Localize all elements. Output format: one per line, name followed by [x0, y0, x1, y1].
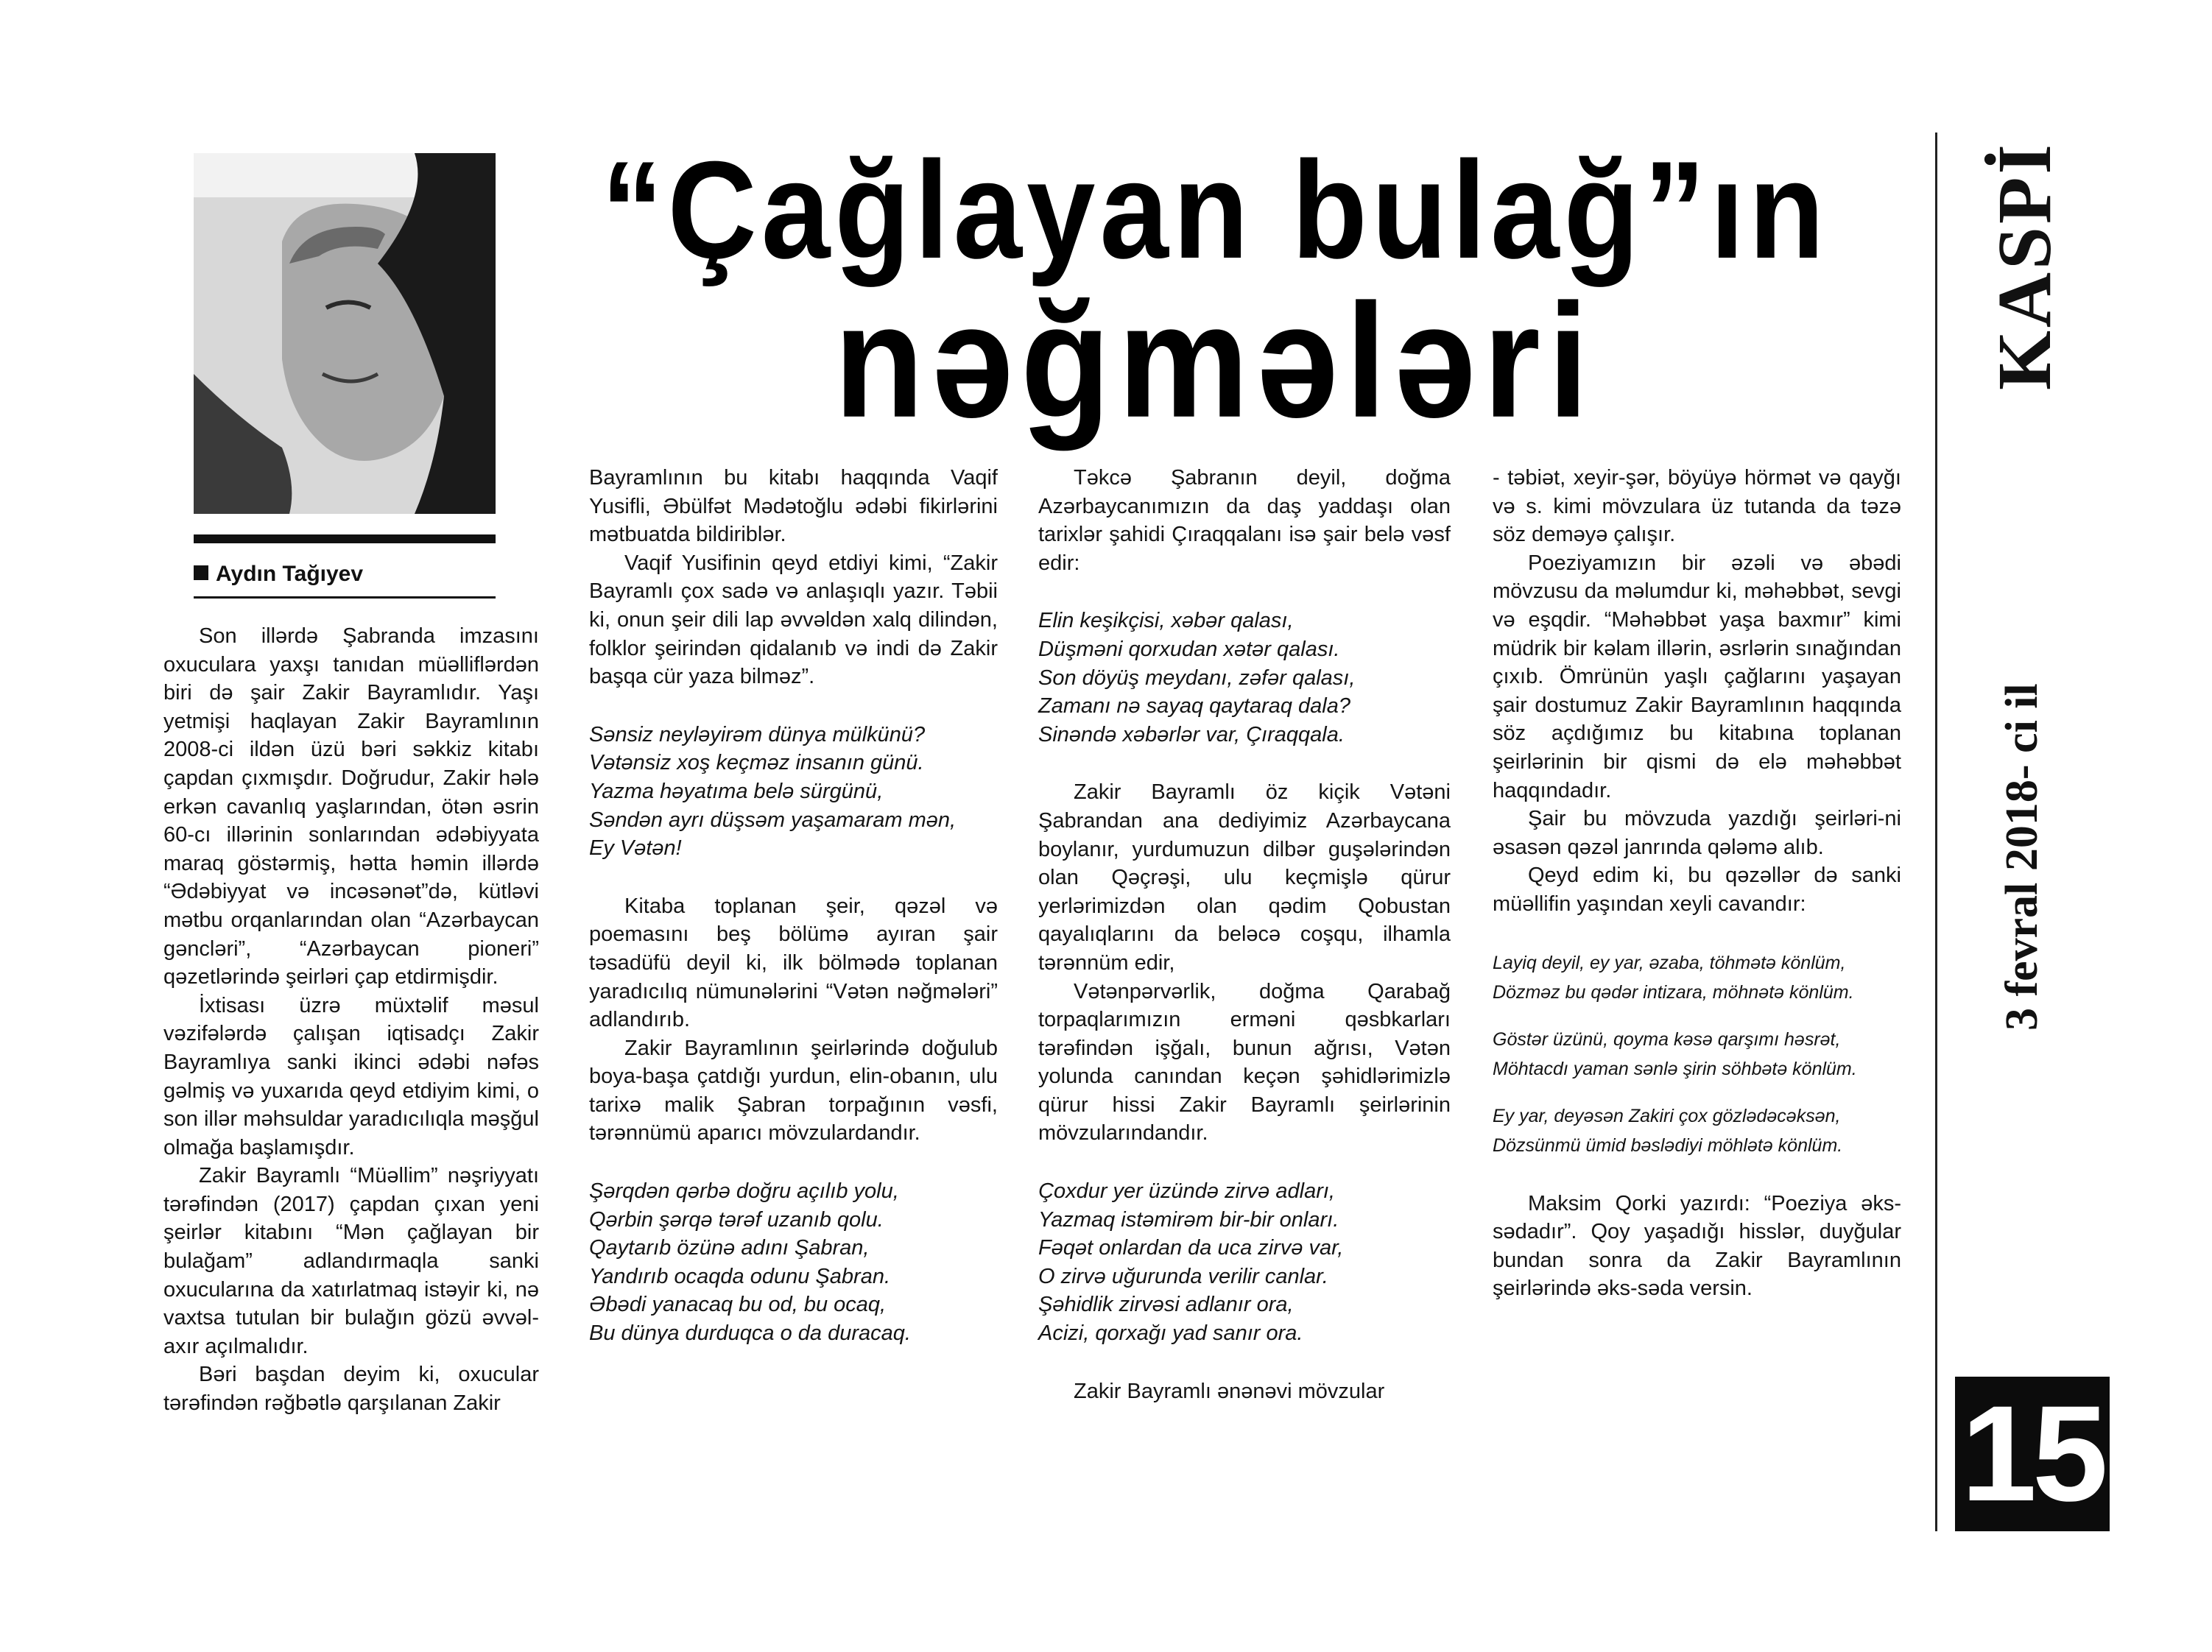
paragraph: Bəri başdan deyim ki, oxucular tərəfindən rəğbətlə qarşılanan Zakir: [163, 1363, 539, 1416]
poem-line: Ey Vətən!: [589, 836, 682, 861]
paragraph: Maksim Qorki yazırdı: “Poeziya əks-sədadır”. Qoy yaşadığı hisslər, duyğular bundan sonra da Zakir Bayramlının şeirlərində əks-səda versin.: [1493, 1191, 1901, 1301]
column-1: [163, 622, 539, 1418]
poem-stanza: [589, 1177, 998, 1348]
paragraph: Poeziyamızın bir əzəli və əbədi mövzusu da məlumdur ki, məhəbbət, sevgi və eşqdir. “Məhəbbət yaşa baxmır” kimi müdrik bir kəlam illərin, əsrlərin sınağından çıxıb. Ömrünün yaşlı çağlarını yaşayan şair dostumuz Zakir Bayramlının haqqında söz açdığımız bu kitabına toplanan şeirlərinin bir qismi də elə məhəbbət haqqındadır.: [1493, 551, 1901, 802]
poem-line: Yazmaq istəmirəm bir-bir onları.: [1038, 1207, 1339, 1232]
poem-line: Yandırıb ocaqda odunu Şabran.: [589, 1264, 891, 1288]
poem-line: Son döyüş meydanı, zəfər qalası,: [1038, 666, 1356, 690]
paragraph: Vaqif Yusifinin qeyd etdiyi kimi, “Zakir Bayramlı çox sadə və anlaşıqlı yazır. Təbii ki, onun şeir dili lap əvvəldən xalq dilindən, folklor şeirindən qidalanıb və indi də Zakir başqa cür yaza bilməz”.: [589, 551, 998, 689]
poem-line: Şərqdən qərbə doğru açılıb yolu,: [589, 1179, 899, 1204]
poem-line: Düşməni qorxudan xətər qalası.: [1038, 637, 1340, 661]
paragraph: Son illərdə Şabranda imzasını oxuculara yaxşı tanıdan müəlliflərdən biri də şair Zakir Bayramlıdır. Yaşı yetmişi haqlayan Zakir Bayramlının 2008-ci ildən üzü bəri səkkiz kitabı çapdan çıxmışdır. Doğrudur, Zakir hələ erkən cavanlıq yaşlarından, ötən əsrin 60-cı illərinin sonlarından ədəbiyyata maraq göstərmiş, hətta həmin illərdə “Ədəbiyyat və incəsənət”də, kütləvi mətbu orqanlarından olan “Azərbaycan gəncləri”, “Azərbaycan pioneri” qəzetlərində şeirləri çap etdirmişdir.: [163, 624, 539, 989]
headline-line-1: “Çağlayan bulağ”ın: [601, 132, 1829, 288]
poem-line: Şəhidlik zirvəsi adlanır ora,: [1038, 1293, 1294, 1317]
poem-line: Sənsiz neyləyirəm dünya mülkünü?: [589, 722, 926, 746]
newspaper-masthead: KASPİ: [1982, 141, 2067, 390]
poem-line: Qaytarıb özünə adını Şabran,: [589, 1236, 870, 1260]
poem-line: Yazma həyatıma belə sürgünü,: [589, 779, 884, 803]
author-name: Aydın Tağıyev: [216, 562, 364, 586]
bullet-square-icon: [194, 565, 208, 580]
poem-line: Dözsünmü ümid bəslədiyi möhlətə könlüm.: [1493, 1134, 1843, 1156]
poem-line: Çoxdur yer üzündə zirvə adları,: [1038, 1179, 1335, 1204]
poem-line: Fəqət onlardan da uca zirvə var,: [1038, 1236, 1344, 1260]
paragraph: Zakir Bayramlı “Müəllim” nəşriyyatı tərəfindən (2017) çapdan çıxan yeni şeirlər kitabını “Mən çağlayan bir bulağam” adlandırmaqla sanki oxucularına da xatırlatmaq istəyir ki, nə vaxtsa tutulan bir bulağın gözü əvvəl-axır açılmalıdır.: [163, 1164, 539, 1358]
author-photo: [194, 153, 496, 514]
poem-line: O zirvə uğurunda verilir canlar.: [1038, 1264, 1328, 1288]
column-3: [1038, 464, 1451, 1405]
poem-line: Əbədi yanacaq bu od, bu ocaq,: [589, 1293, 887, 1317]
poem-line: Acizi, qorxağı yad sanır ora.: [1038, 1321, 1303, 1346]
author-underline: [194, 596, 496, 599]
paragraph: Qeyd edim ki, bu qəzəllər də sanki müəllifin yaşından xeyli cavandır:: [1493, 864, 1901, 916]
poem-stanza: [1038, 1177, 1451, 1348]
poem-line: Səndən ayrı düşsəm yaşamaram mən,: [589, 808, 957, 832]
page-number: 15: [1955, 1377, 2110, 1531]
poem-line: Möhtacdı yaman sənlə şirin söhbətə könlüm.: [1493, 1058, 1857, 1079]
paragraph: Zakir Bayramlı ənənəvi mövzular: [1074, 1379, 1385, 1403]
poem-line: Qərbin şərqə tərəf uzanıb qolu.: [589, 1207, 884, 1232]
article-headline: [582, 132, 1848, 452]
poem-line: Layiq deyil, ey yar, əzaba, töhmətə könlüm,: [1493, 952, 1846, 973]
poem-line: Sinəndə xəbərlər var, Çıraqqala.: [1038, 722, 1345, 746]
paragraph: Şair bu mövzuda yazdığı şeirləri-ni əsasən qəzəl janrında qələmə alıb.: [1493, 807, 1901, 859]
paragraph: İxtisası üzrə müxtəlif məsul vəzifələrdə çalışan iqtisadçı Zakir Bayramlıya sanki ikinci ədəbi nəfəs gəlmiş və yuxarıda qeyd etdiyim kimi, o son illər məhsuldar yaradıcılıqla məşğul olmağa başlamışdır.: [163, 993, 539, 1159]
poem-line: Vətənsiz xoş keçməz insanın günü.: [589, 751, 924, 775]
column-2: [589, 464, 998, 1348]
column-4: [1493, 464, 1901, 1303]
poem-line: Ey yar, deyəsən Zakiri çox gözlədəcəksən,: [1493, 1105, 1841, 1126]
poem-line: Elin keşikçisi, xəbər qalası,: [1038, 609, 1294, 633]
poem-line: Bu dünya durduqca o da duracaq.: [589, 1321, 911, 1346]
poem-line: Zamanı nə sayaq qaytaraq dala?: [1038, 694, 1350, 719]
paragraph: Zakir Bayramlının şeirlərində doğulub boya-başa çatdığı yurdun, elin-obanın, ulu tarixə malik Şabran torpağının vəsfi, tərənnümü aparıcı mövzulardandır.: [589, 1036, 998, 1146]
poem-line: Göstər üzünü, qoyma kəsə qarşımı həsrət,: [1493, 1028, 1841, 1050]
ghazal-stanza: [1493, 948, 1901, 1160]
paragraph: Təkcə Şabranın deyil, doğma Azərbaycanımızın da daş yaddaşı olan tarixlər şahidi Çıraqqalanı isə şair belə vəsf edir:: [1038, 466, 1451, 575]
paragraph: Vətənpərvərlik, doğma Qarabağ torpaqlarımızın erməni qəsbkarları tərəfindən işğalı, bunun ağrısı, Vətən yolunda canından keçən şəhidlərimizlə qürur hissi Zakir Bayramlı şeirlərinin mövzularındandır.: [1038, 979, 1451, 1146]
poem-stanza: [1038, 607, 1451, 749]
author-byline: [194, 560, 496, 589]
author-divider: [194, 534, 496, 543]
paragraph: Zakir Bayramlı öz kiçik Vətəni Şabrandan ana dediyimiz Azərbaycana boylanır, yurdumuzun dilbər guşələrindən olan Qəçrəşi, ulu keçmişlə qürur yerlərimizdən olan qədim Qobustan qayalıqlarını da beləcə coşqu, ilhamla tərənnüm edir,: [1038, 780, 1451, 975]
headline-line-2: nəğmələri: [834, 270, 1596, 452]
poem-line: Dözməz bu qədər intizara, möhnətə könlüm.: [1493, 981, 1854, 1003]
paragraph: Kitaba toplanan şeir, qəzəl və poemasını beş bölümə ayıran şair təsadüfü deyil ki, ilk bölmədə toplanan yaradıcılıq nümunələrini “Vətən nəğmələri” adlandırıb.: [589, 894, 998, 1032]
paragraph: - təbiət, xeyir-şər, böyüyə hörmət və qayğı və s. kimi mövzulara üz tutanda da təzə söz deməyə çalışır.: [1493, 466, 1901, 547]
poem-stanza: [589, 721, 998, 863]
paragraph: Bayramlının bu kitabı haqqında Vaqif Yusifli, Əbülfət Mədətoğlu ədəbi fikirlərini mətbuatda bildiriblər.: [589, 466, 998, 547]
column-divider: [1935, 133, 1937, 1531]
issue-date: 3 fevral 2018- ci il: [1997, 683, 2047, 1031]
